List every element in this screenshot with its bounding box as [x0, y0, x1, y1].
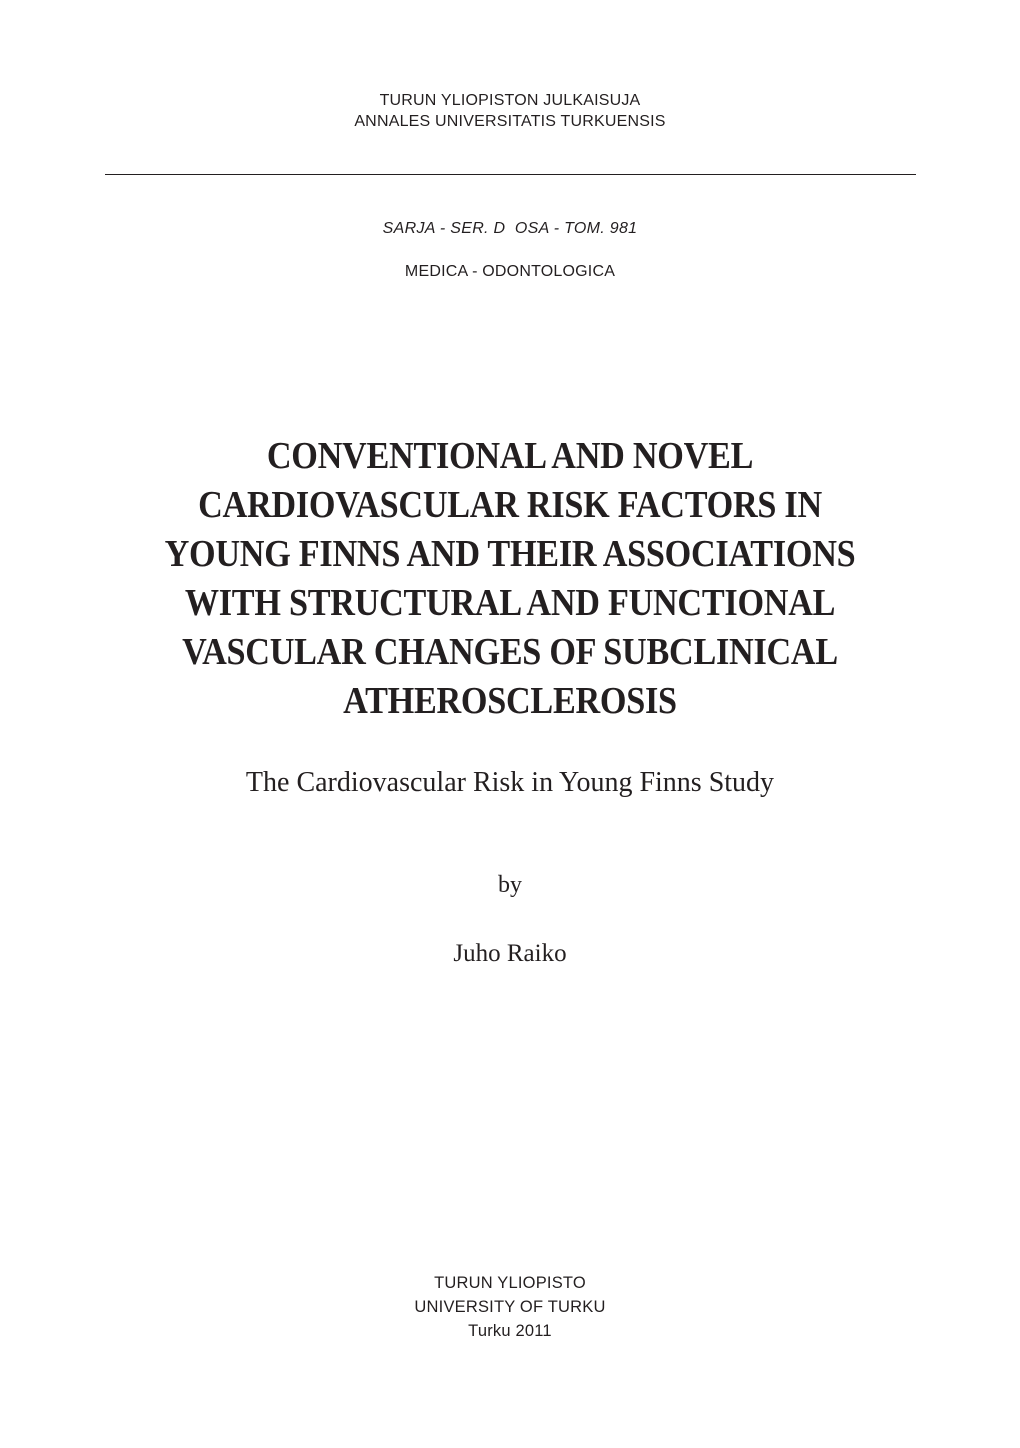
publication-place-year: Turku 2011 [468, 1322, 552, 1340]
series-header [0, 90, 1020, 132]
title-line-4: WITH STRUCTURAL AND FUNCTIONAL [184, 582, 836, 624]
publisher-english: UNIVERSITY OF TURKU [414, 1298, 606, 1316]
author-name: Juho Raiko [453, 940, 567, 967]
by-label: by [498, 872, 522, 898]
header-divider [105, 174, 916, 175]
title-line-2: CARDIOVASCULAR RISK FACTORS IN [198, 484, 822, 526]
publisher-block [0, 1271, 1020, 1343]
series-volume: SARJA - SER. D OSA - TOM. 981 [382, 220, 638, 237]
publisher-finnish: TURUN YLIOPISTO [434, 1274, 586, 1292]
series-header-latin: ANNALES UNIVERSITATIS TURKUENSIS [354, 113, 666, 130]
title-line-3: YOUNG FINNS AND THEIR ASSOCIATIONS [164, 533, 856, 575]
series-header-finnish: TURUN YLIOPISTON JULKAISUJA [379, 92, 641, 109]
series-field: MEDICA - ODONTOLOGICA [404, 263, 616, 280]
title-line-5: VASCULAR CHANGES OF SUBCLINICAL [182, 631, 838, 673]
title-line-6: ATHEROSCLEROSIS [343, 680, 677, 722]
document-subtitle: The Cardiovascular Risk in Young Finns Study [245, 767, 775, 798]
document-title [51, 432, 969, 726]
title-line-1: CONVENTIONAL AND NOVEL [266, 435, 754, 477]
